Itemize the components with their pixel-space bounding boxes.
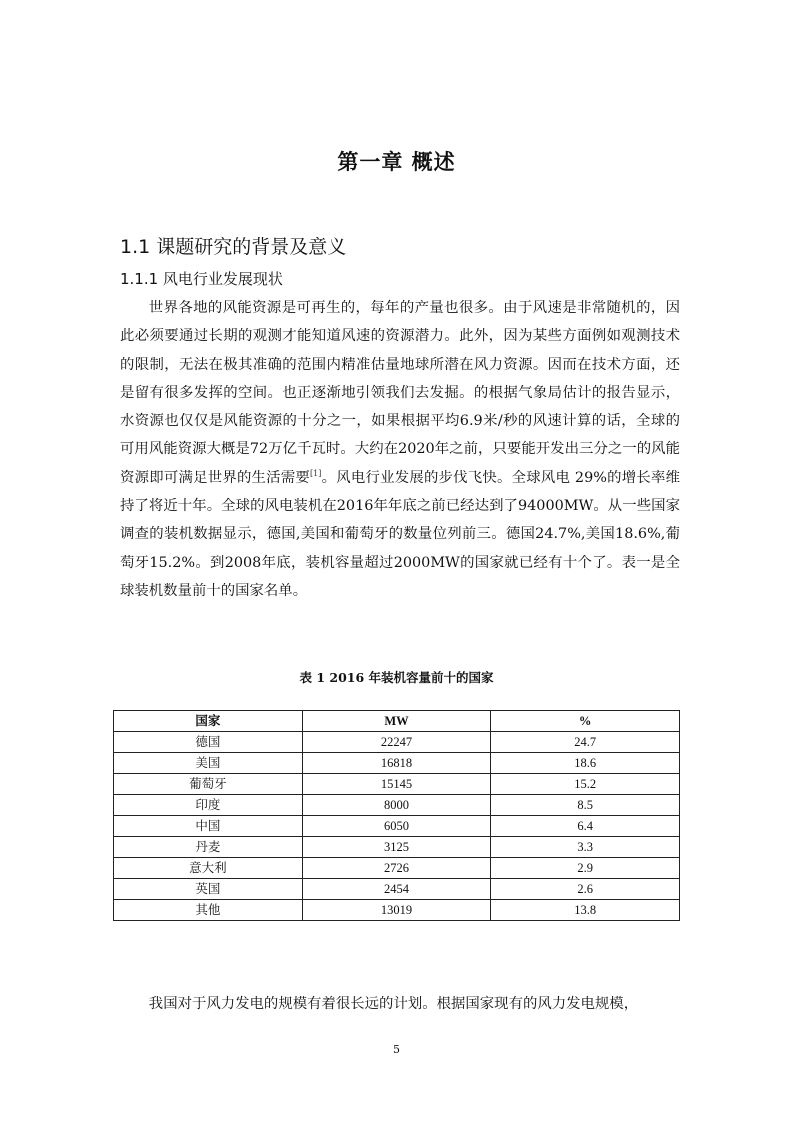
page-number: 5 (393, 1043, 400, 1056)
table-row (114, 753, 680, 774)
percent-cell: 18.6 (491, 753, 680, 774)
paragraph-text-part2: 。风电行业发展的步伐飞快。全球风电 29%的增长率维持了将近十年。全球的风电装机在2016年年底之前已经达到了94000MW。从一些国家调查的装机数据显示，德国,美国和葡萄牙的数量位列前三。德国24.7%,美国18.6%,葡萄牙15.2%。到2008年底，装机容量超过2000MW的国家就已经有十个了。表一是全球装机数量前十的国家名单。 (120, 469, 680, 599)
citation-reference[interactable]: [1] (310, 468, 322, 478)
table-row (114, 732, 680, 753)
percent-cell: 2.6 (491, 879, 680, 900)
body-paragraph (120, 294, 680, 605)
table-row (114, 879, 680, 900)
installed-capacity-table (113, 710, 680, 921)
mw-cell: 22247 (302, 732, 491, 753)
percent-cell: 6.4 (491, 816, 680, 837)
country-cell: 德国 (114, 732, 303, 753)
chapter-title: 第一章 概述 (337, 150, 456, 174)
percent-cell: 15.2 (491, 774, 680, 795)
table-row (114, 858, 680, 879)
table-row (114, 774, 680, 795)
section-heading: 1.1 课题研究的背景及意义 (120, 236, 347, 258)
percent-cell: 13.8 (491, 900, 680, 921)
country-cell: 丹麦 (114, 837, 303, 858)
mw-cell: 3125 (302, 837, 491, 858)
country-cell: 印度 (114, 795, 303, 816)
subsection-heading: 1.1.1 风电行业发展现状 (120, 270, 283, 288)
table-header-row (114, 711, 680, 732)
country-cell: 葡萄牙 (114, 774, 303, 795)
header-percent: % (491, 711, 680, 732)
country-cell: 其他 (114, 900, 303, 921)
table-row (114, 837, 680, 858)
percent-cell: 24.7 (491, 732, 680, 753)
mw-cell: 2454 (302, 879, 491, 900)
header-country: 国家 (114, 711, 303, 732)
mw-cell: 8000 (302, 795, 491, 816)
table-row (114, 900, 680, 921)
percent-cell: 3.3 (491, 837, 680, 858)
mw-cell: 15145 (302, 774, 491, 795)
mw-cell: 16818 (302, 753, 491, 774)
table-row (114, 816, 680, 837)
mw-cell: 13019 (302, 900, 491, 921)
percent-cell: 2.9 (491, 858, 680, 879)
header-mw: MW (302, 711, 491, 732)
paragraph-text-part1: 世界各地的风能资源是可再生的，每年的产量也很多。由于风速是非常随机的，因此必须要通过长期的观测才能知道风速的资源潜力。此外，因为某些方面例如观测技术的限制，无法在极其准确的范围内精准估量地球所潜在风力资源。因而在技术方面，还是留有很多发挥的空间。也正逐渐地引领我们去发掘。的根据气象局估计的报告显示，水资源也仅仅是风能资源的十分之一，如果根据平均6.9米/秒的风速计算的话，全球的可用风能资源大概是72万亿千瓦时。大约在2020年之前，只要能开发出三分之一的风能资源即可满足世界的生活需要 (120, 300, 680, 486)
country-cell: 英国 (114, 879, 303, 900)
country-cell: 美国 (114, 753, 303, 774)
mw-cell: 6050 (302, 816, 491, 837)
table-row (114, 795, 680, 816)
body-paragraph-continued: 我国对于风力发电的规模有着很长远的计划。根据国家现有的风力发电规模， (148, 996, 639, 1012)
percent-cell: 8.5 (491, 795, 680, 816)
country-cell: 中国 (114, 816, 303, 837)
mw-cell: 2726 (302, 858, 491, 879)
table-caption: 表 1 2016 年装机容量前十的国家 (299, 670, 494, 685)
country-cell: 意大利 (114, 858, 303, 879)
